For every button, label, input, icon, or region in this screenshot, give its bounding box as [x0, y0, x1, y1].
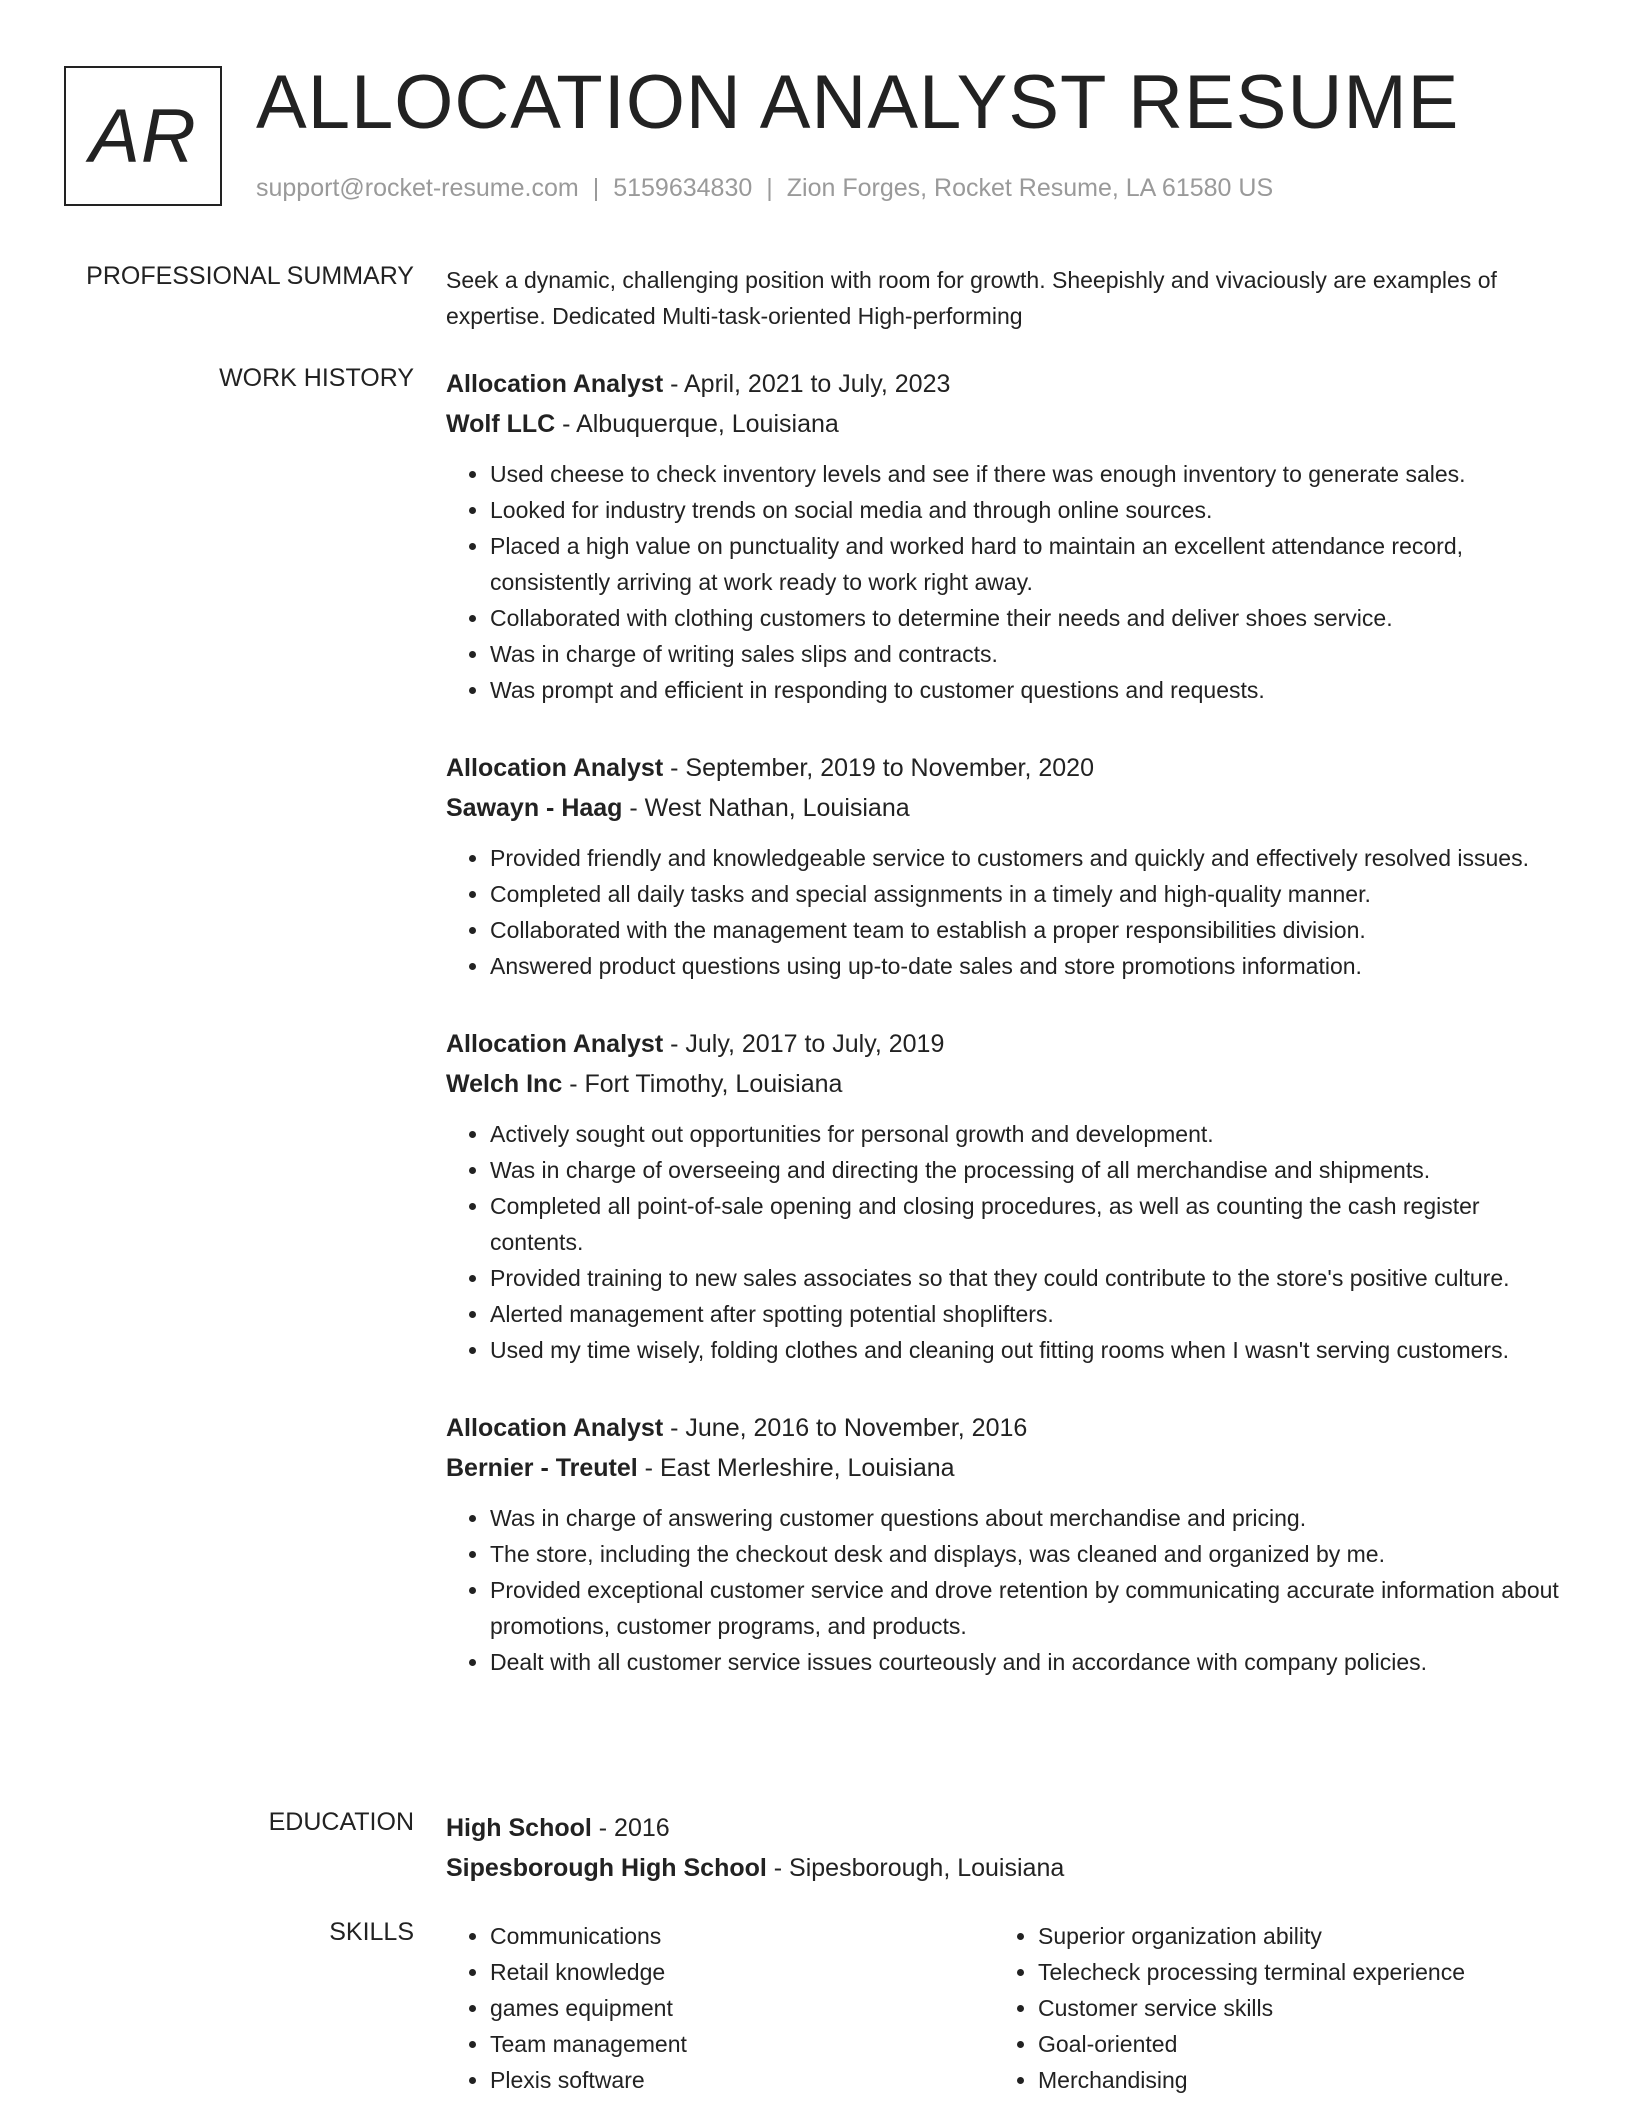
skills-column-right — [994, 1918, 1542, 2098]
job-bullets — [446, 840, 1566, 984]
education-degree-line — [446, 1808, 1566, 1848]
skill-item: • games equipment — [490, 1990, 994, 2026]
job-bullet: • Used cheese to check inventory levels and see if there was enough inventory to generate sales. — [490, 456, 1566, 492]
job-title-line — [446, 748, 1566, 788]
skill-item: • Team management — [490, 2026, 994, 2062]
job-bullets — [446, 456, 1566, 708]
job-bullet: • Was in charge of answering customer questions about merchandise and pricing. — [490, 1500, 1566, 1536]
skills-column-left — [446, 1918, 994, 2098]
job-dates: - July, 2017 to July, 2019 — [663, 1030, 945, 1058]
skill-item: • Merchandising — [1038, 2062, 1542, 2098]
job-title-line — [446, 1024, 1566, 1064]
summary-text: Seek a dynamic, challenging position with room for growth. Sheepishly and vivaciously are examples of expertise. Dedicated Multi-task-oriented High-performing — [446, 267, 1497, 329]
job-location: - Fort Timothy, Louisiana — [562, 1070, 843, 1098]
skill-item: • Goal-oriented — [1038, 2026, 1542, 2062]
resume-title: ALLOCATION ANALYST RESUME — [256, 60, 1460, 145]
job-bullet: • Looked for industry trends on social media and through online sources. — [490, 492, 1566, 528]
job-bullet: • Provided training to new sales associates so that they could contribute to the store's positive culture. — [490, 1260, 1566, 1296]
job-bullet: • Placed a high value on punctuality and worked hard to maintain an excellent attendance record, consistently arriving at work ready to work right away. — [490, 528, 1566, 600]
job-bullet: • Provided exceptional customer service and drove retention by communicating accurate information about promotions, customer programs, and products. — [490, 1572, 1566, 1644]
job-location: - West Nathan, Louisiana — [622, 794, 910, 822]
monogram-logo: AR — [64, 66, 222, 206]
job-bullet: • Was in charge of overseeing and directing the processing of all merchandise and shipments. — [490, 1152, 1566, 1188]
job-bullets — [446, 1116, 1566, 1368]
contact-separator: | — [592, 174, 600, 202]
job-company: Bernier - Treutel — [446, 1454, 638, 1482]
education-location: - Sipesborough, Louisiana — [766, 1854, 1065, 1882]
skill-item: • Telecheck processing terminal experience — [1038, 1954, 1542, 1990]
job-title: Allocation Analyst — [446, 370, 664, 398]
job-entry — [446, 1024, 1566, 1368]
job-bullet: • Completed all daily tasks and special assignments in a timely and high-quality manner. — [490, 876, 1566, 912]
job-company-line — [446, 404, 1566, 444]
job-bullet: • Was prompt and efficient in responding to customer questions and requests. — [490, 672, 1566, 708]
job-entry — [446, 1408, 1566, 1680]
job-location: - Albuquerque, Louisiana — [555, 410, 839, 438]
job-dates: - September, 2019 to November, 2020 — [663, 754, 1094, 782]
section-label-skills: SKILLS — [329, 1918, 414, 1946]
job-company: Wolf LLC — [446, 410, 556, 438]
education-school-line — [446, 1848, 1566, 1888]
job-company-line — [446, 1448, 1566, 1488]
job-company: Sawayn - Haag — [446, 794, 623, 822]
job-bullet: • Was in charge of writing sales slips and contracts. — [490, 636, 1566, 672]
job-title-line — [446, 1408, 1566, 1448]
contact-email: support@rocket-resume.com — [256, 174, 579, 202]
job-entry — [446, 364, 1566, 708]
education-year: - 2016 — [591, 1814, 670, 1842]
job-company: Welch Inc — [446, 1070, 563, 1098]
education-school: Sipesborough High School — [446, 1854, 767, 1882]
job-title: Allocation Analyst — [446, 754, 664, 782]
job-title-line — [446, 364, 1566, 404]
jobs-list — [446, 364, 1566, 1720]
job-bullet: • Used my time wisely, folding clothes and cleaning out fitting rooms when I wasn't serving customers. — [490, 1332, 1566, 1368]
section-label-education: EDUCATION — [268, 1808, 414, 1836]
contact-phone: 5159634830 — [613, 174, 753, 202]
education-degree: High School — [446, 1814, 592, 1842]
skills-columns — [446, 1918, 1566, 2098]
job-bullet: • Answered product questions using up-to-date sales and store promotions information. — [490, 948, 1566, 984]
job-bullets — [446, 1500, 1566, 1680]
job-company-line — [446, 788, 1566, 828]
job-dates: - June, 2016 to November, 2016 — [663, 1414, 1028, 1442]
job-bullet: • The store, including the checkout desk and displays, was cleaned and organized by me. — [490, 1536, 1566, 1572]
skill-item: • Customer service skills — [1038, 1990, 1542, 2026]
skill-item: • Retail knowledge — [490, 1954, 994, 1990]
job-title: Allocation Analyst — [446, 1414, 664, 1442]
skill-item: • Communications — [490, 1918, 994, 1954]
job-title: Allocation Analyst — [446, 1030, 664, 1058]
job-company-line — [446, 1064, 1566, 1104]
job-bullet: • Provided friendly and knowledgeable service to customers and quickly and effectively resolved issues. — [490, 840, 1566, 876]
job-bullet: • Completed all point-of-sale opening and closing procedures, as well as counting the cash register contents. — [490, 1188, 1566, 1260]
contact-address: Zion Forges, Rocket Resume, LA 61580 US — [786, 174, 1274, 202]
skill-item: • Plexis software — [490, 2062, 994, 2098]
skill-item: • Superior organization ability — [1038, 1918, 1542, 1954]
contact-separator: | — [766, 174, 773, 202]
contact-line — [256, 174, 1273, 203]
job-bullet: • Actively sought out opportunities for personal growth and development. — [490, 1116, 1566, 1152]
job-dates: - April, 2021 to July, 2023 — [663, 370, 951, 398]
section-label-work: WORK HISTORY — [219, 364, 414, 392]
job-bullet: • Alerted management after spotting potential shoplifters. — [490, 1296, 1566, 1332]
job-bullet: • Collaborated with the management team to establish a proper responsibilities division. — [490, 912, 1566, 948]
job-bullet: • Collaborated with clothing customers to determine their needs and deliver shoes service. — [490, 600, 1566, 636]
job-location: - East Merleshire, Louisiana — [637, 1454, 955, 1482]
section-label-summary: PROFESSIONAL SUMMARY — [86, 262, 414, 290]
job-entry — [446, 748, 1566, 984]
job-bullet: • Dealt with all customer service issues courteously and in accordance with company policies. — [490, 1644, 1566, 1680]
